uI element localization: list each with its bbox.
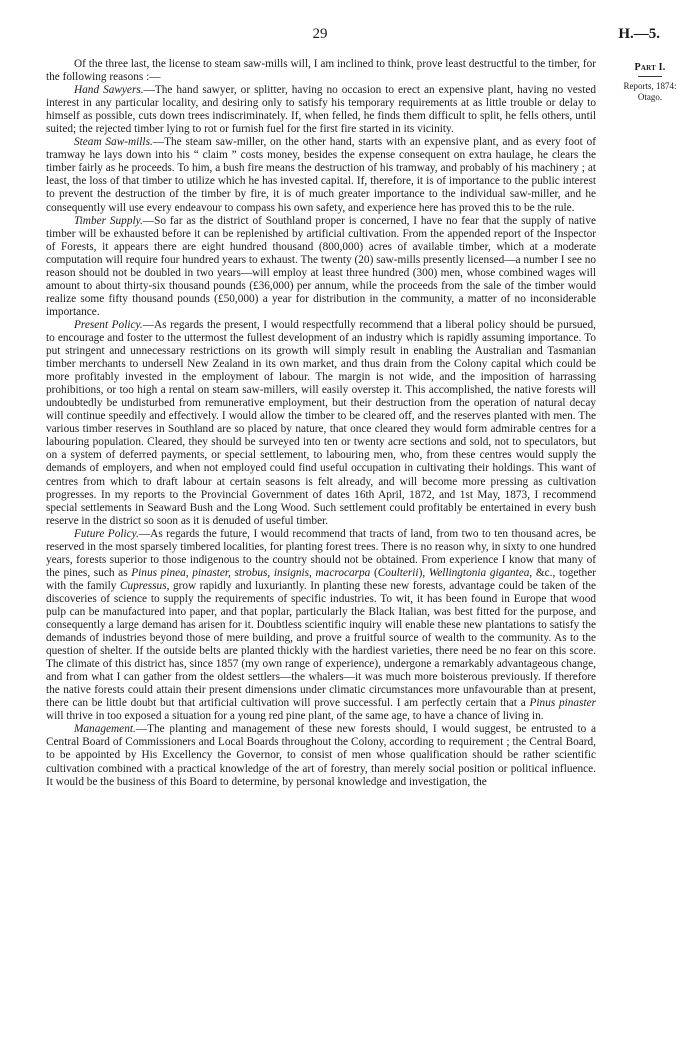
future-policy-heading: Future Policy. [74, 527, 139, 540]
coulterii-name: Coulterii [377, 566, 419, 579]
margin-note-line2: Otago. [637, 92, 663, 102]
future-policy-text-5: , grow rapidly and luxuriantly. In planting these new forests, advantage could be taken of the discoveries of science to supply the requirements of specific industries. To wit, it has been found in Europe that wood pulp can be manufactured into paper, and that poplar, particularly the Black Italian, was best fitted for the purpose, and consequently a large demand has arisen for it. Doubtless scientific inquiry will enable these new plantations to satisfy the demands of industries beyond those of mere building, and prove a fruitful source of wealth to the community. As to the question of shelter. If the outside belts are planted thickly with the hardiest varieties, there need be no fear on this score. The climate of this district has, since 1857 (my own range of experience), undergone a remarkably advantageous change, and from what I can gather from the oldest settlers—the whalers—it was much more boisterous previously. If therefore the native forests could attain their present dimensions under climatic circumstances more unfavourable than at present, there can be little doubt but that artificial cultivation will prove successful. I am perfectly certain that a [46, 579, 596, 710]
pinus-pinaster-name: Pinus pinaster [529, 697, 596, 710]
future-policy-text-4: , &c., together with the family [46, 566, 596, 592]
page-header [0, 26, 700, 48]
margin-divider [638, 76, 662, 77]
document-id: H.—5. [618, 26, 660, 42]
management-text: —The planting and management of these new forests should, I would suggest, be entrusted to a Central Board of Commissioners and Local Boards throughout the Colony, according to requirement ; the Central Board, to be appointed by His Excellency the Governor, to consist of men whose qualification should be rather scientific cultivation combined with a practical knowledge of the art of forestry, than merely social position or political influence. It would be the business of this Board to determine, by personal knowledge and investigation, the [46, 723, 596, 788]
present-policy-heading: Present Policy. [74, 318, 143, 331]
future-policy-paragraph [46, 528, 596, 724]
management-paragraph [46, 723, 596, 788]
margin-part-label: Part I. [634, 62, 666, 73]
margin-note-line1: Reports, 1874: [623, 81, 677, 91]
wellingtonia-name: Wellingtonia gigantea [428, 566, 530, 579]
body-text [46, 58, 596, 789]
hand-sawyers-heading: Hand Sawyers. [74, 84, 144, 97]
steam-saw-mills-heading: Steam Saw-mills. [74, 136, 153, 149]
timber-supply-heading: Timber Supply. [74, 214, 143, 227]
page-number: 29 [312, 26, 328, 42]
future-policy-text-2: ( [370, 566, 378, 579]
management-heading: Management. [74, 723, 136, 736]
future-policy-text-6: will thrive in too exposed a situation for a young red pine plant, of the same age, to have a chance of living in. [46, 710, 544, 723]
margin-note [604, 62, 696, 103]
timber-supply-text: —So far as the district of Southland proper is concerned, I have no fear that the supply of native timber will be exhausted before it can be replenished by artificial cultivation. From the appended report of the Inspector of Forests, it appears there are eight hundred thousand (800,000) acres of available timber, which at a moderate computation will require four hundred years to exhaust. The twenty (20) saw-mills presently licensed—a number I see no reason should not be doubled in two years—will employ at least three hundred (300) men, whose combined wages will amount to about thirty-six thousand pounds (£36,000) per annum, while the proceeds from the sale of the timber would realize some fifty thousand pounds (£50,000) a year for distribution in the community, a matter of no inconsiderable importance. [46, 214, 596, 318]
hand-sawyers-text: —The hand sawyer, or splitter, having no occasion to erect an expensive plant, having no vested interest in any particular locality, and desiring only to satisfy his temporary requirements at as little trouble or delay to himself as possible, cuts down trees indiscriminately. If, when felled, he finds them difficult to split, he fells others, until suited; the rejected timber lying to rot or furnish fuel for the first fire started in its vicinity. [46, 84, 596, 136]
present-policy-paragraph [46, 319, 596, 528]
intro-paragraph: Of the three last, the license to steam saw-mills will, I am inclined to think, prove least destructful to the timber, for the following reasons :— [46, 58, 596, 84]
steam-saw-mills-paragraph [46, 136, 596, 214]
future-policy-text-1: —As regards the future, I would recommend that tracts of land, from two to ten thousand acres, be reserved in the most sparsely timbered localities, for planting forest trees. There is no reason why, in sixty to one hundred years, forests superior to those indigenous to the country should not be obtained. From experience I know that many of the pines, such as [46, 527, 596, 579]
hand-sawyers-paragraph [46, 84, 596, 136]
steam-saw-mills-text: —The steam saw-miller, on the other hand, starts with an expensive plant, and as every foot of tramway he lays down into his “ claim ” costs money, besides the expense consequent on extra haulage, he clears the timber fairly as he proceeds. To him, a bush fire means the destruction of his tramway, and probably of his machinery ; at least, the loss of that timber to utilize which he has invested capital. If, therefore, it is of importance to the public interest to prevent the destruction of the timber by fire, it is of much greater importance to the individual saw-miller, and he consequently will use every endeavour to compass his own safety, and experience here has proved this to be the rule. [46, 136, 597, 214]
present-policy-text: —As regards the present, I would respectfully recommend that a liberal policy should be pursued, to encourage and foster to the uttermost the fullest development of an industry which is rapidly assuming importance. To put stringent and unnecessary restrictions on its growth will simply result in enabling the Australian and Tasmanian timber merchants to undersell New Zealand in its own market, and thus drain from the Colony capital which could be more profitably invested in the employment of labour. The margin is not wide, and the imposition of harrassing prohibitions, or too high a rental on steam saw-millers, will easily overstep it. This accomplished, the native forests will undoubtedly be undisturbed from remunerative employment, but their destruction from the operation of natural decay will continue speedily and effectively. I would allow the timber to be cleared off, and the reserves planted with men. The various timber reserves in Southland are so placed by nature, that once cleared they would form admirable centres for a labouring population. Cleared, they should be surveyed into ten or twenty acre sections and sold, not to speculators, but on a system of deferred payments, or special settlement, to labouring men, who, from these centres would supply the demands of employers, and when not employed could find useful occupation in cultivating their holdings. This want of centres from which to draft labour at certain seasons is felt already, and will become more pressing as cultivation progresses. In my reports to the Provincial Government of dates 16th April, 1872, and 1st May, 1873, I recommend special settlements in Seaward Bush and the Long Wood. Such settlement could profitably be entertained in every bush reserve in the district so soon as it is denuded of useful timber. [46, 318, 597, 527]
timber-supply-paragraph [46, 215, 596, 319]
pine-species-list: Pinus pinea, pinaster, strobus, insignis, macrocarpa [131, 566, 371, 579]
cupressus-name: Cupressus [119, 579, 167, 592]
future-policy-text-3: ), [418, 566, 429, 579]
